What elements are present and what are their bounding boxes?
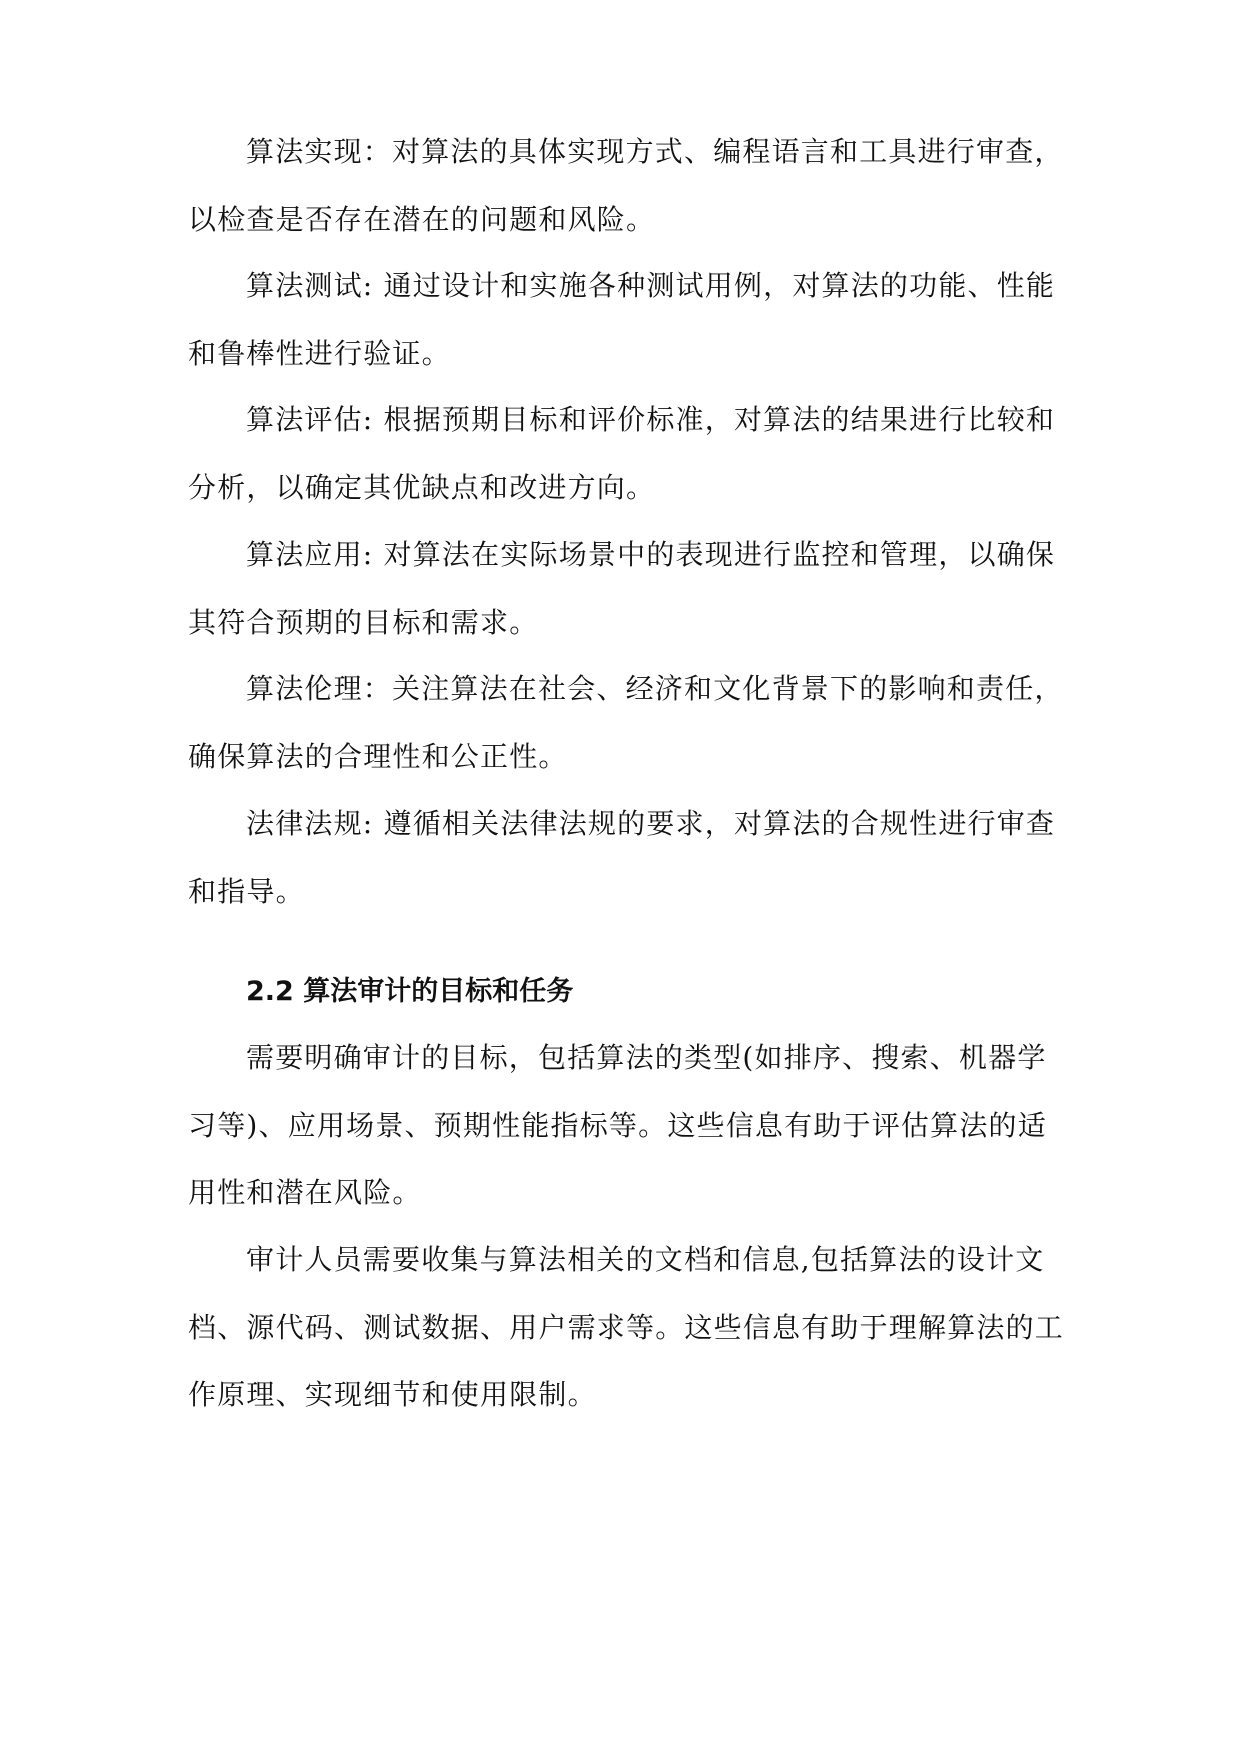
paragraph-testing-line-2: 和鲁棒性进行验证。 [188, 337, 451, 370]
section-paragraph-goals-line-3: 用性和潜在风险。 [188, 1176, 422, 1209]
paragraph-testing-line-1: 算法测试: 通过设计和实施各种测试用例，对算法的功能、性能 [246, 269, 1056, 302]
paragraph-evaluation-line-1: 算法评估: 根据预期目标和评价标准，对算法的结果进行比较和 [246, 403, 1056, 436]
section-paragraph-goals-line-1: 需要明确审计的目标，包括算法的类型(如排序、搜索、机器学 [246, 1041, 1047, 1074]
paragraph-law-line-2: 和指导。 [188, 875, 305, 908]
paragraph-law-line-1: 法律法规: 遵循相关法律法规的要求，对算法的合规性进行审查 [246, 807, 1056, 840]
section-paragraph-goals-line-2: 习等)、应用场景、预期性能指标等。这些信息有助于评估算法的适 [188, 1109, 1047, 1142]
paragraph-implementation-line-1: 算法实现：对算法的具体实现方式、编程语言和工具进行审查， [246, 135, 1064, 168]
paragraph-ethics-line-1: 算法伦理：关注算法在社会、经济和文化背景下的影响和责任， [246, 672, 1064, 705]
paragraph-ethics-line-2: 确保算法的合理性和公正性。 [188, 740, 568, 773]
section-paragraph-docs-line-2: 档、源代码、测试数据、用户需求等。这些信息有助于理解算法的工 [188, 1311, 1065, 1344]
paragraph-evaluation-line-2: 分析，以确定其优缺点和改进方向。 [188, 471, 656, 504]
section-heading: 2.2 算法审计的目标和任务 [246, 976, 574, 1007]
paragraph-application-line-1: 算法应用: 对算法在实际场景中的表现进行监控和管理，以确保 [246, 538, 1056, 571]
paragraph-application-line-2: 其符合预期的目标和需求。 [188, 606, 539, 639]
section-paragraph-docs-line-1: 审计人员需要收集与算法相关的文档和信息,包括算法的设计文 [246, 1243, 1045, 1276]
section-paragraph-docs-line-3: 作原理、实现细节和使用限制。 [188, 1378, 597, 1411]
paragraph-implementation-line-2: 以检查是否存在潜在的问题和风险。 [188, 203, 656, 236]
